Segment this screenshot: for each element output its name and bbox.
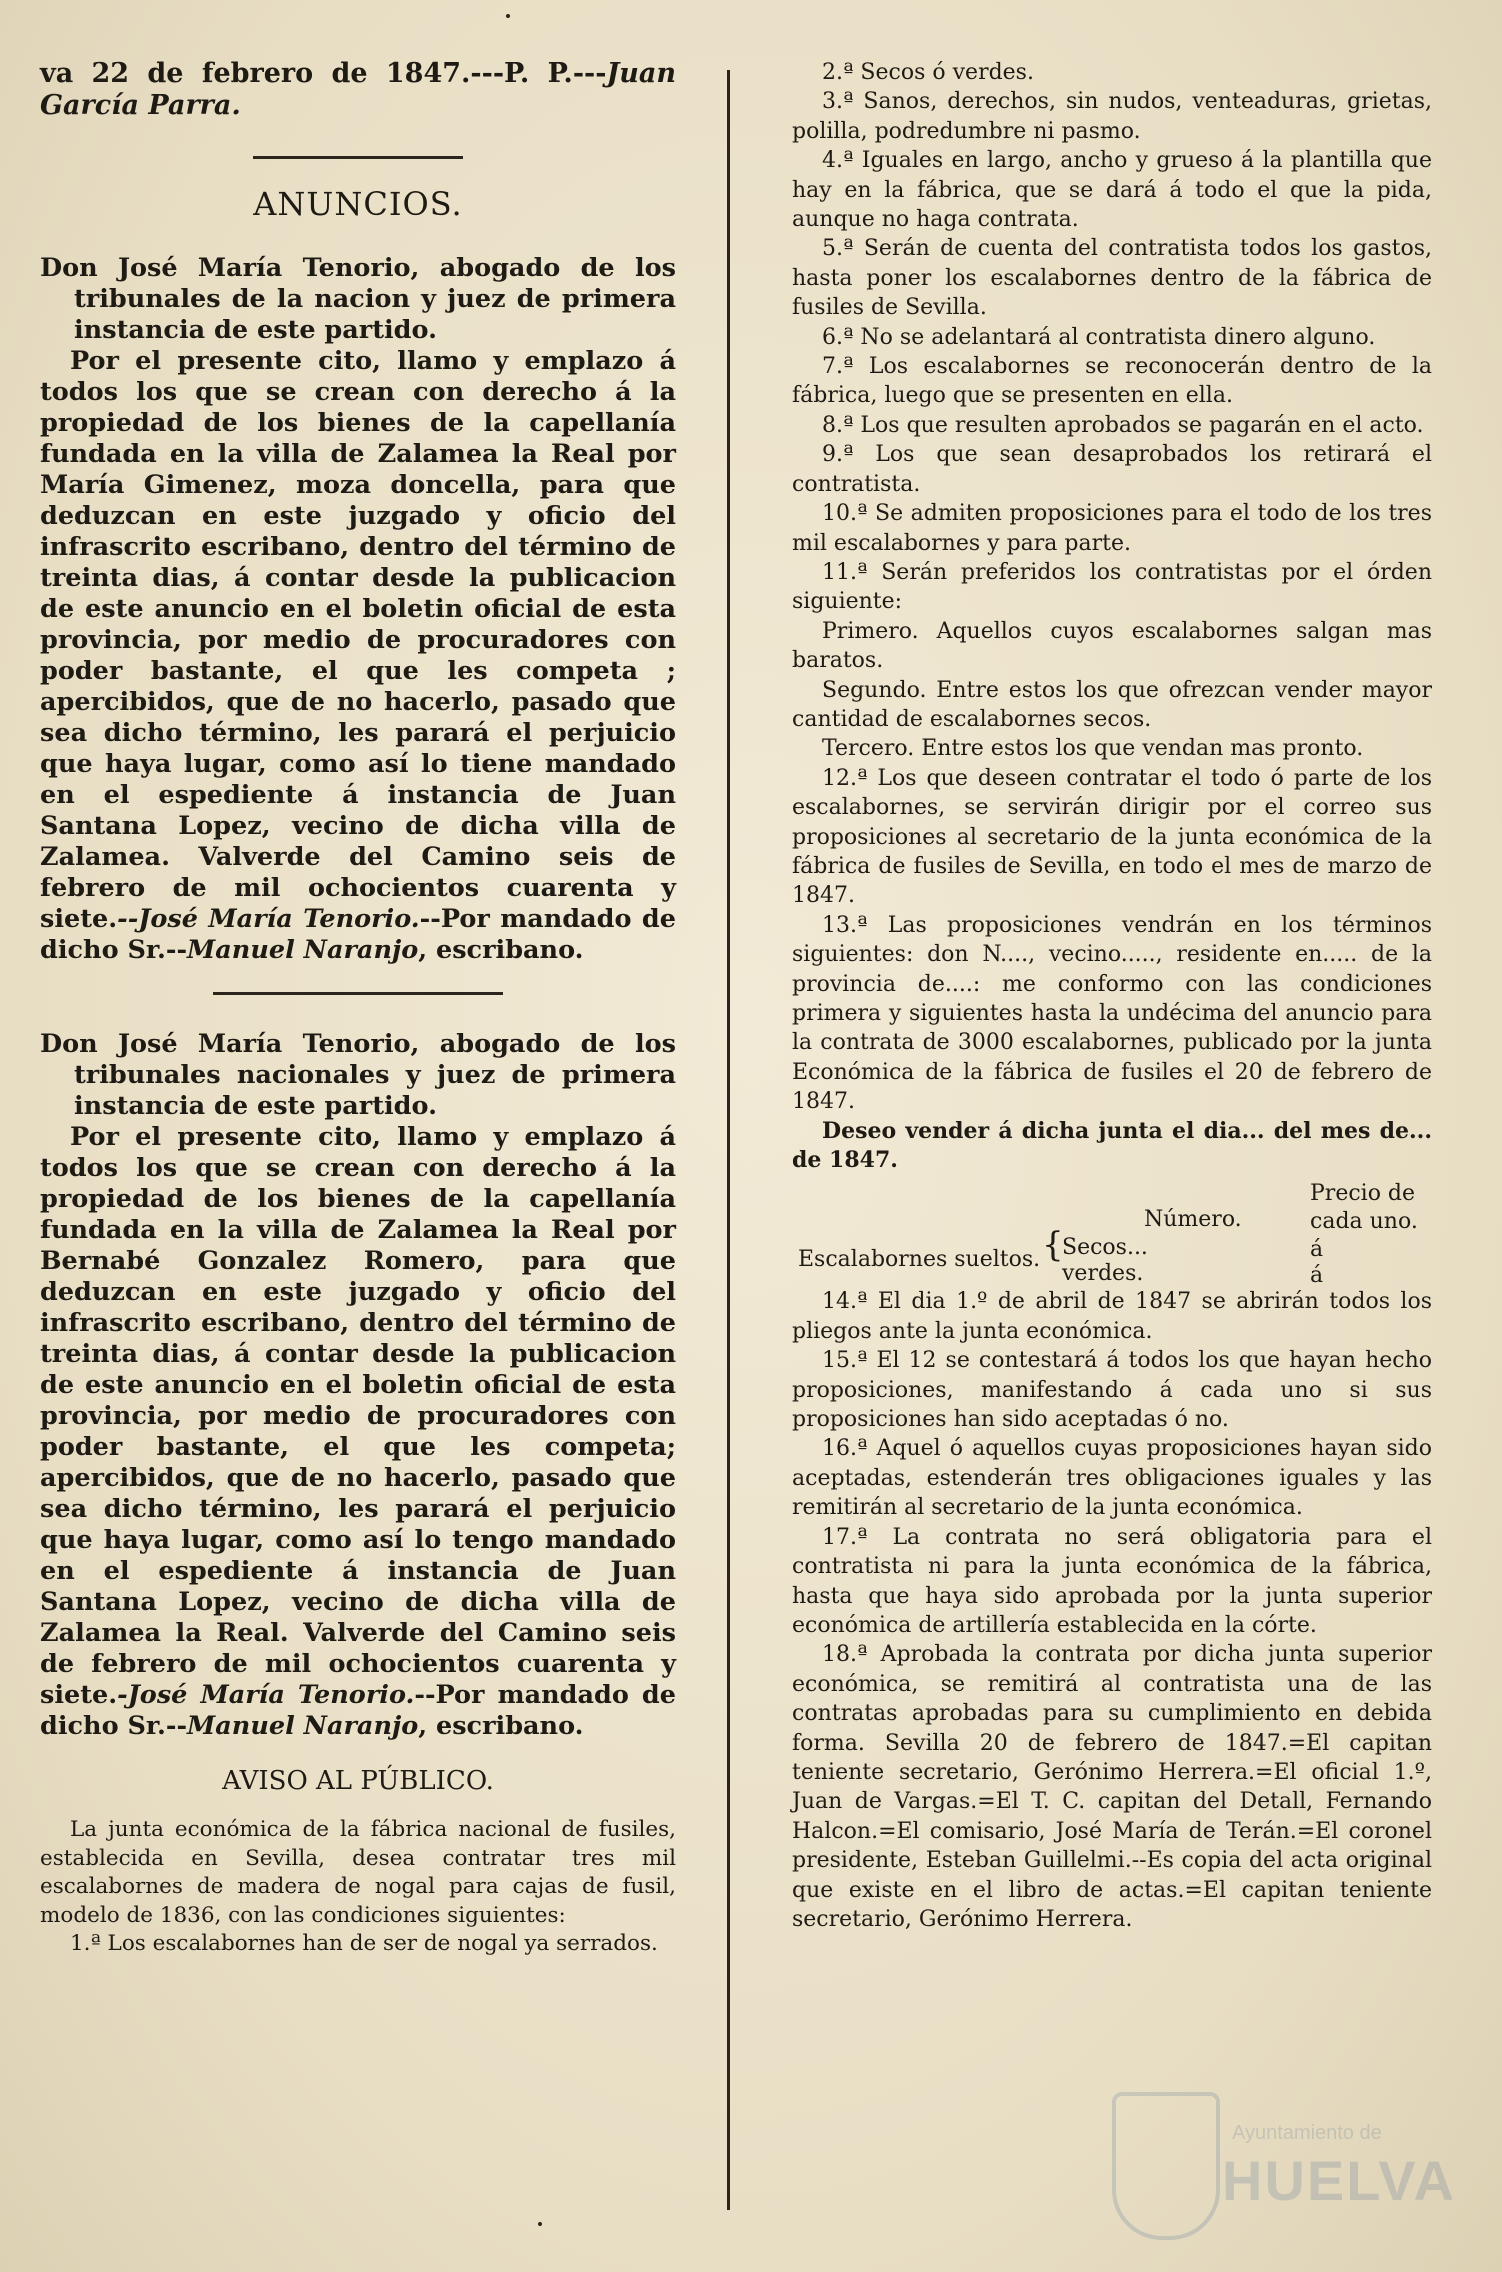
order-item: Primero. Aquellos cuyos escalabornes salgan mas baratos. [792,618,1432,674]
condition: 11.ª Serán preferidos los contratistas por el órden siguiente: [792,559,1432,615]
number-header: Número. [1144,1207,1242,1233]
print-mark [538,2222,542,2226]
conditions-b [792,764,1432,1176]
order-item: Segundo. Entre estos los que ofrezcan vender mayor cantidad de escalabornes secos. [792,677,1432,732]
green-label: verdes. [1062,1261,1144,1287]
lead-line: va 22 de febrero de 1847.---P. P.---Juan García Parra. [40,58,676,121]
condition: 4.ª Iguales en largo, ancho y grueso á la plantilla que hay en la fábrica, que se dará á todo el que la pida, aunque no haga contrata. [792,148,1432,233]
condition: 13.ª Las proposiciones vendrán en los términos siguientes: don N...., vecino....., residente en..... de la provincia de....: me conformo con las condiciones primera y siguientes hasta la undécima del anuncio para la contrata de 3000 escalabornes, publicado por la junta Económica de la fábrica de fusiles el 20 de febrero de 1847. [792,912,1432,1115]
condition: 16.ª Aquel ó aquellos cuyas proposiciones hayan sido aceptadas, estenderán tres obligaciones iguales y las remitirán al secretario de la junta económica. [792,1436,1432,1521]
section-heading: ANUNCIOS. [253,185,463,223]
notice-1-body: Por el presente cito, llamo y emplazo á todos los que se crean con derecho á la propiedad de los bienes de la capellanía fundada en la villa de Zalamea la Real por María Gimenez, moza doncella, para que deduzcan en este juzgado y oficio del infrascrito escribano, dentro del término de treinta dias, á contar desde la publicacion de este anuncio en el boletin oficial de esta provincia, por medio de procuradores con poder bastante, el que les competa ; apercibidos, que de no hacerlo, pasado que sea dicho término, les parará el perjuicio que haya lugar, como así lo tiene mandado en el espediente á instancia de Juan Santana Lopez, vecino de dicha villa de Zalamea. Valverde del Camino seis de febrero de mil ochocientos cuarenta y siete.--José María Tenorio.--Por mandado de dicho Sr.--Manuel Naranjo, escribano. [40,346,676,965]
condition: 10.ª Se admiten proposiciones para el todo de los tres mil escalabornes y para parte. [792,501,1432,556]
condition: 14.ª El dia 1.º de abril de 1847 se abrirán todos los pliegos ante la junta económica. [792,1289,1432,1344]
condition: 15.ª El 12 se contestará á todos los que hayan hecho proposiciones, manifestando á cada uno si sus proposiciones han sido aceptadas ó no. [792,1348,1432,1433]
brace: { [1042,1225,1064,1266]
conditions-a [792,58,1432,617]
price-cell: á [1310,1237,1324,1263]
aviso-title: AVISO AL PÚBLICO. [222,1766,494,1796]
price-cell: á [1310,1263,1324,1289]
condition-1: 1.ª Los escalabornes han de ser de nogal ya serrados. [70,1931,658,1956]
condition: 8.ª Los que resulten aprobados se pagarán en el acto. [822,412,1424,438]
aviso-intro-block [40,1816,676,1959]
rule [213,992,503,995]
condition: 3.ª Sanos, derechos, sin nudos, venteaduras, grietas, polilla, podredumbre ni pasmo. [792,89,1432,144]
condition: 2.ª Secos ó verdes. [822,60,1034,85]
notice-2 [40,1029,676,1742]
rule [253,156,463,159]
conditions-c [792,1287,1432,1934]
condition: 12.ª Los que deseen contratar el todo ó parte de los escalabornes, se servirán dirigir por el correo sus proposiciones al secretario de la junta económica de la fábrica de fusiles de Sevilla, en todo el mes de marzo de 1847. [792,765,1432,909]
right-column [792,58,1432,1934]
print-mark [506,14,510,18]
proposal-form-table [792,1175,1432,1287]
left-column [40,58,676,1959]
aviso-intro: La junta económica de la fábrica nacional de fusiles, establecida en Sevilla, desea contratar tres mil escalabornes de madera de nogal para cajas de fusil, modelo de 1836, con las condiciones siguientes: [40,1817,676,1928]
condition: 5.ª Serán de cuenta del contratista todos los gastos, hasta poner los escalabornes dentro de la fábrica de fusiles de Sevilla. [792,236,1432,321]
loose-label: Escalabornes sueltos. [798,1247,1041,1273]
column-divider [727,70,730,2210]
notice-1-intro: Don José María Tenorio, abogado de los tribunales de la nacion y juez de primera instancia de este partido. [40,253,676,345]
notice-1 [40,253,676,966]
condition: 18.ª Aprobada la contrata por dicha junta superior económica, se remitirá al contratista una de las contratas aprobadas para su cumplimiento en debida forma. Sevilla 20 de febrero de 1847.=El capitan teniente secretario, Gerónimo Herrera.=El oficial 1.º, Juan de Vargas.=El T. C. capitan del Detall, Fernando Halcon.=El comisario, José María de Terán.=El coronel presidente, Esteban Guillelmi.--Es copia del acta original que existe en el libro de actas.=El capitan teniente secretario, Gerónimo Herrera. [792,1642,1432,1932]
price-header: Precio de [1310,1181,1416,1207]
condition: 17.ª La contrata no será obligatoria para el contratista ni para la junta económica de la fábrica, hasta que haya sido aprobada por la junta superior económica de artillería establecida en la córte. [792,1524,1432,1638]
notice-2-body: Por el presente cito, llamo y emplazo á todos los que se crean con derecho á la propiedad de los bienes de la capellanía fundada en la villa de Zalamea la Real por Bernabé Gonzalez Romero, para que deduzcan en este juzgado y oficio del infrascrito escribano, dentro del término de treinta dias, á contar desde la publicacion de este anuncio en el boletin oficial de esta provincia, por medio de procuradores con poder bastante, el que les competa; apercibidos, que de no hacerlo, pasado que sea dicho término, les parará el perjuicio que haya lugar, como así lo tengo mandado en el espediente á instancia de Juan Santana Lopez, vecino de dicha villa de Zalamea la Real. Valverde del Camino seis de febrero de mil ochocientos cuarenta y siete.-José María Tenorio.--Por mandado de dicho Sr.--Manuel Naranjo, escribano. [40,1122,676,1741]
offer-line: Deseo vender á dicha junta el dia... del mes de... de 1847. [792,1117,1432,1174]
condition: 9.ª Los que sean desaprobados los retirará el contratista. [792,442,1432,497]
preference-order [792,617,1432,764]
archive-watermark: Ayuntamiento de HUELVA [1102,2082,1432,2252]
order-item: Tercero. Entre estos los que vendan mas pronto. [822,736,1364,762]
notice-2-intro: Don José María Tenorio, abogado de los tribunales nacionales y juez de primera instancia de este partido. [40,1029,676,1121]
price-header-2: cada uno. [1310,1209,1418,1235]
condition: 6.ª No se adelantará al contratista dinero alguno. [822,324,1376,350]
dry-label: Secos... [1062,1235,1148,1261]
coat-of-arms-icon [1112,2092,1220,2240]
condition: 7.ª Los escalabornes se reconocerán dentro de la fábrica, luego que se presenten en ella. [792,354,1432,409]
